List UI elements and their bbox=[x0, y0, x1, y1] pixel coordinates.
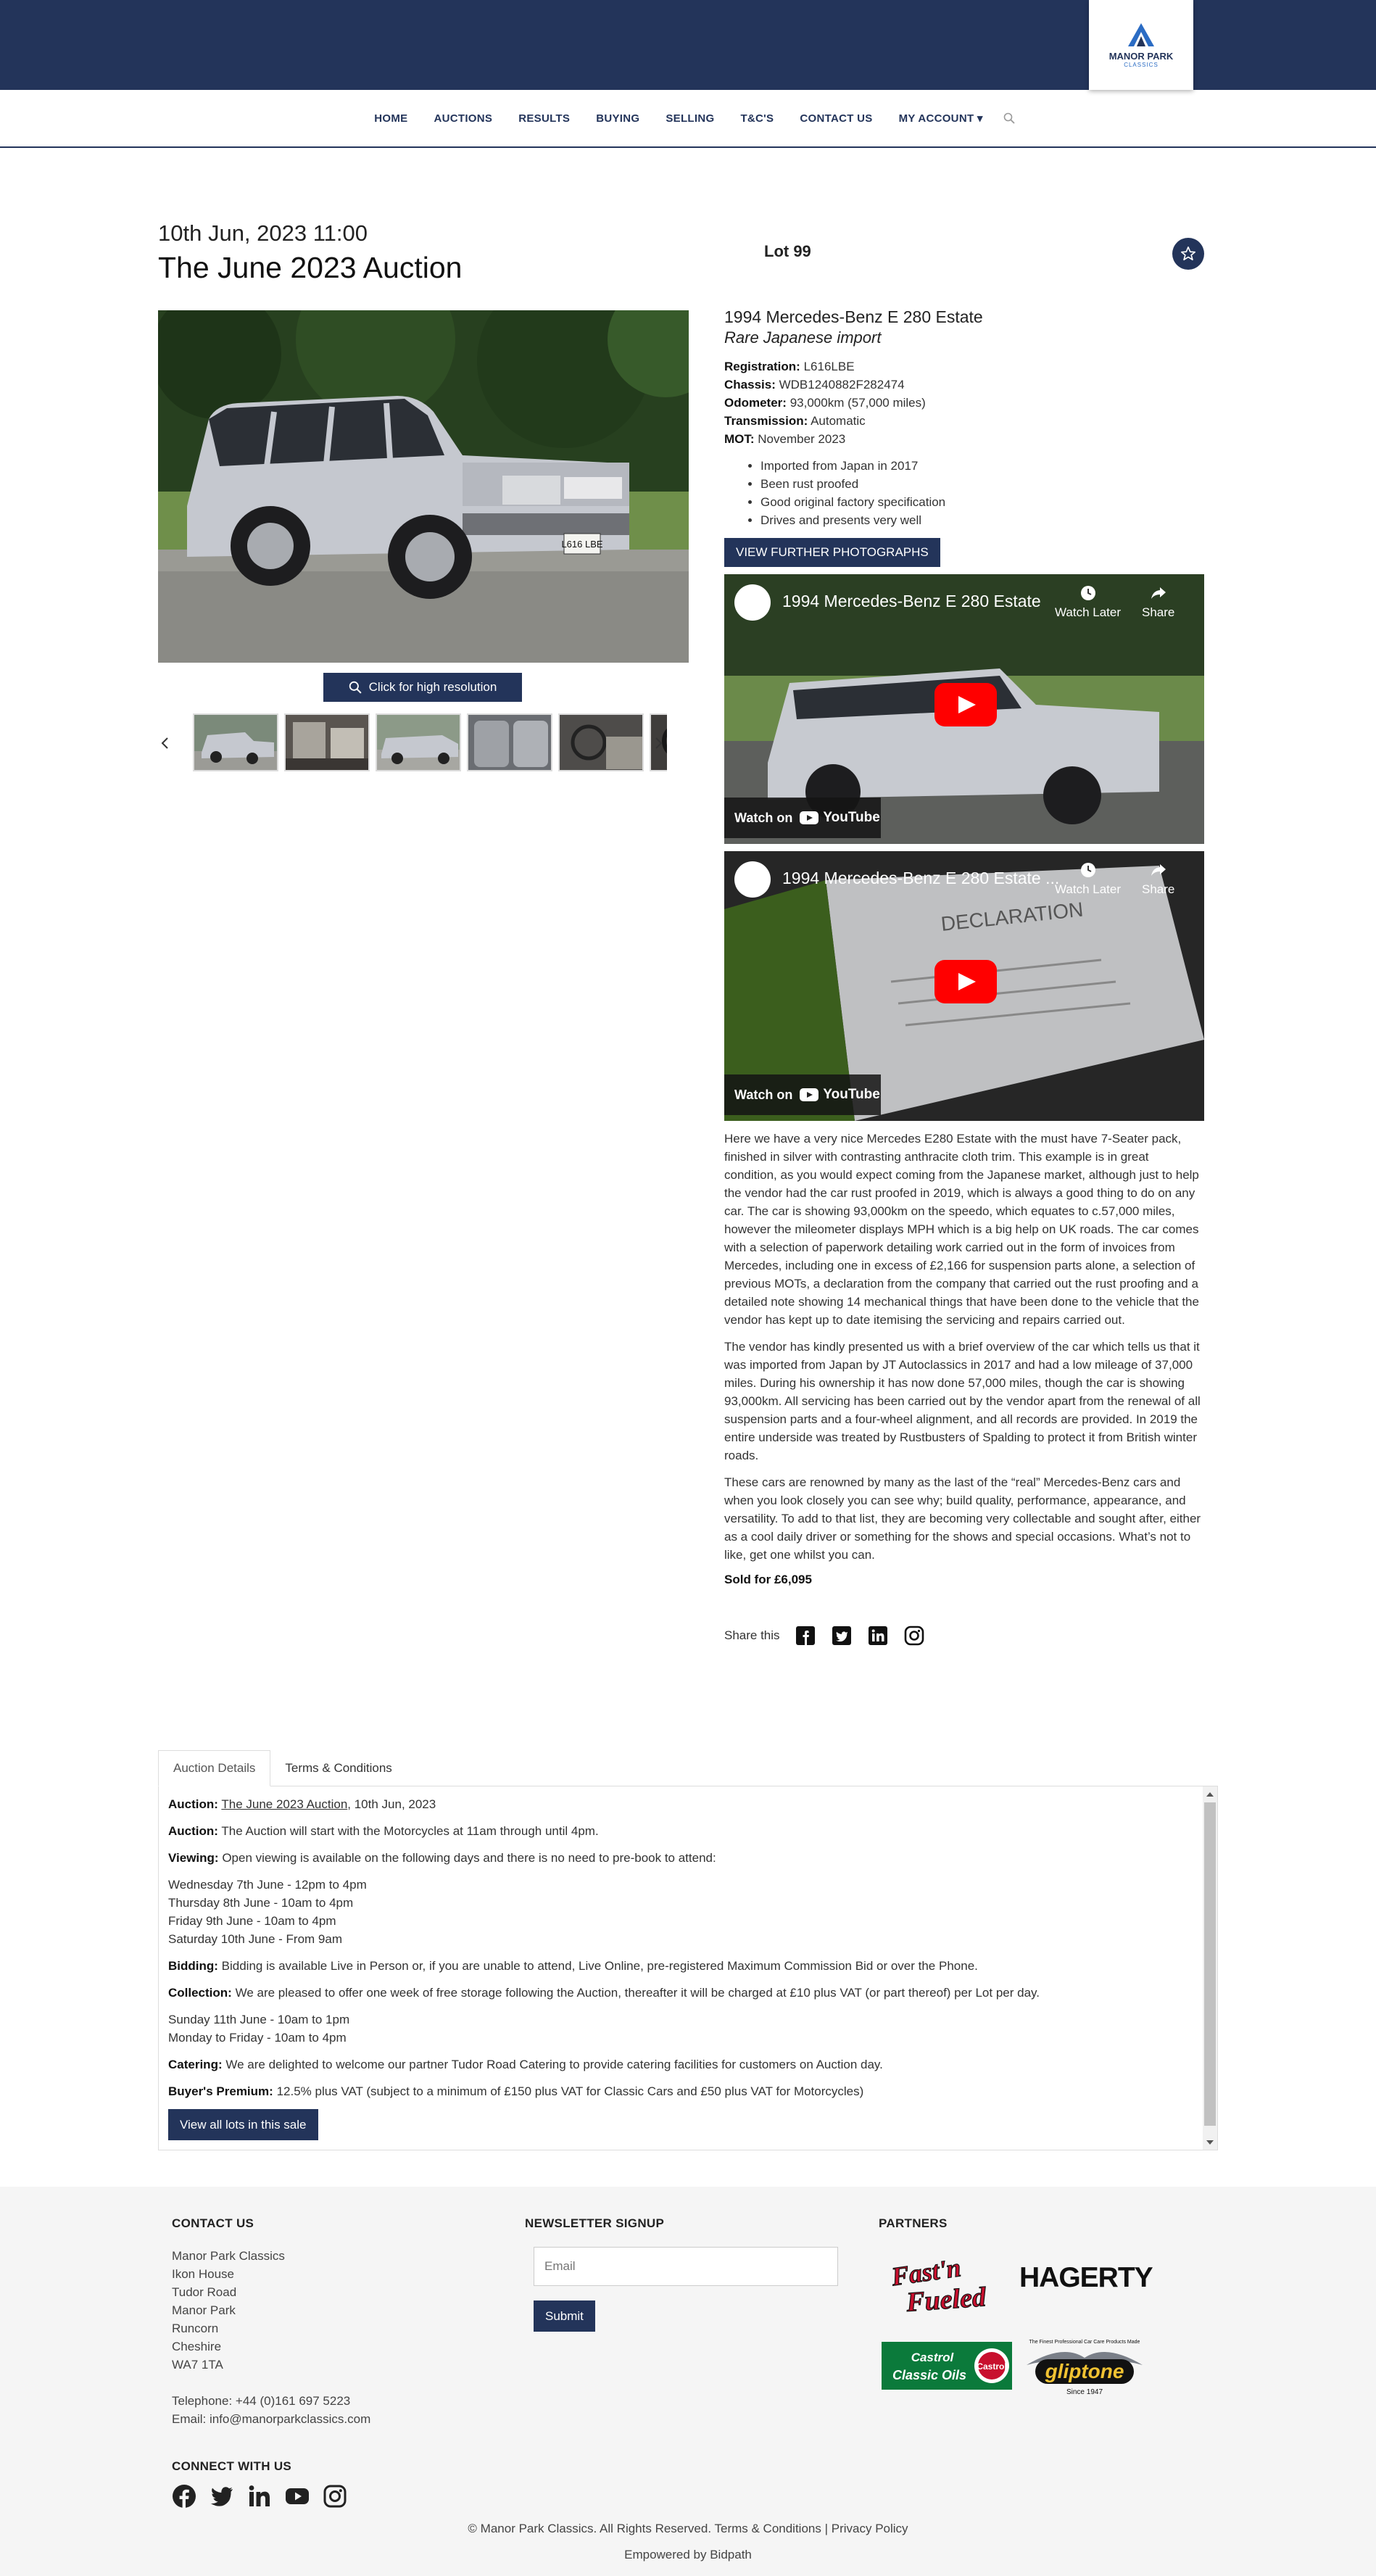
auction-details-content: Auction: The June 2023 Auction, 10th Jun, 2023 Auction: The Auction will start with the Motorcycles at 11am through until 4pm. Viewing: Open viewing is available on the following days and there is no need to pre-book to attend: Wednesday 7th June - 12pm to 4pm Thursday 8th June - 10am to 4pm Friday 9th June - 10am to 4pm Saturday 10th June - From 9am Bidding: Bidding is available Live in Person or, if you are unable to attend, Live Online, pre-registered Maximum Commission Bid or over the Phone. Collection: We are pleased to offer one week of free storage following the Auction, thereafter it will be charged at £10 plus VAT (or part thereof) per Lot per day. Sunday 11th June - 10am to 1pm Monday to Friday - 10am to 4pm Catering: We are delighted to welcome our partner Tudor Road Catering to provide catering facilities for customers on Auction day. Buyer's Premium: 12.5% plus VAT (subject to a minimum of £150 plus VAT for Classic Cars and £50 plus VAT for Motorcycles) View all lots in this sale bbox=[168, 1795, 1198, 2140]
svg-text:L616 LBE: L616 LBE bbox=[561, 539, 603, 550]
contact-heading: CONTACT US bbox=[172, 2216, 254, 2230]
castrol-logo bbox=[882, 2342, 1012, 2390]
description-paragraph: The vendor has kindly presented us with a brief overview of the car which tells us that it was imported from Japan by JT Autoclassics in 2017 and had a low mileage of 37,000 miles. During his ownership it has now done 57,000 miles, though the car is showing 93,000km. All servicing has been carried out by the vendor apart from the renewal of all suspension parts and a four-wheel alignment, and all records are provided. In 2019 the entire underside was treated by Rustbusters of Spalding to protect it from British winter roads. bbox=[724, 1340, 1201, 1462]
chevron-right-icon[interactable] bbox=[651, 732, 666, 754]
instagram-icon[interactable] bbox=[323, 2484, 347, 2509]
video-player-1[interactable] bbox=[724, 574, 1204, 844]
viewing-day: Friday 9th June - 10am to 4pm bbox=[168, 1914, 336, 1928]
footer bbox=[0, 2187, 1376, 2576]
nav-results[interactable]: RESULTS bbox=[518, 112, 571, 125]
spec-transmission: Transmission: Automatic bbox=[724, 414, 866, 428]
search-icon bbox=[349, 681, 362, 694]
nav-buying[interactable]: BUYING bbox=[596, 112, 640, 125]
site-logo[interactable] bbox=[1089, 0, 1193, 90]
footer-newsletter bbox=[525, 2214, 838, 2332]
share-label: Share this bbox=[724, 1628, 780, 1642]
main-nav bbox=[0, 90, 1376, 148]
svg-text:Castrol: Castrol bbox=[911, 2351, 954, 2364]
partner-fast-n-fueled[interactable] bbox=[889, 2248, 1005, 2324]
newsletter-submit-button[interactable]: Submit bbox=[534, 2300, 595, 2332]
nav-selling[interactable]: SELLING bbox=[666, 112, 715, 125]
watch-later-button[interactable]: Watch Later bbox=[1055, 861, 1121, 897]
nav-terms[interactable]: T&C'S bbox=[740, 112, 774, 125]
linkedin-icon[interactable] bbox=[247, 2484, 272, 2509]
share-arrow-icon bbox=[1150, 584, 1167, 602]
copyright-line: © Manor Park Classics. All Rights Reserved. Terms & Conditions | Privacy Policy bbox=[468, 2522, 908, 2535]
fast-n-fueled-logo bbox=[889, 2248, 1005, 2320]
auction-date: 10th Jun, 2023 11:00 bbox=[158, 220, 368, 246]
partner-gliptone[interactable] bbox=[1019, 2336, 1150, 2401]
share-bar bbox=[724, 1625, 1204, 1647]
panel-scrollbar[interactable] bbox=[1203, 1786, 1217, 2150]
car-name: 1994 Mercedes-Benz E 280 Estate bbox=[724, 307, 983, 326]
svg-text:The Finest Professional Car Ca: The Finest Professional Car Care Products Made bbox=[1029, 2340, 1140, 2345]
share-video-button[interactable]: Share bbox=[1142, 861, 1174, 897]
email[interactable]: Email: info@manorparkclassics.com bbox=[172, 2412, 371, 2426]
nav-home[interactable]: HOME bbox=[374, 112, 408, 125]
copyright-text: © Manor Park Classics. All Rights Reserved. bbox=[468, 2522, 712, 2535]
address-line: Runcorn bbox=[172, 2322, 219, 2335]
high-resolution-button[interactable] bbox=[323, 673, 522, 702]
thumbnail-2[interactable] bbox=[284, 713, 370, 771]
spec-chassis: Chassis: WDB1240882F282474 bbox=[724, 378, 905, 392]
footer-terms-link[interactable]: Terms & Conditions bbox=[714, 2522, 821, 2535]
play-button[interactable] bbox=[934, 683, 997, 726]
highlight-item: • Imported from Japan in 2017 bbox=[760, 457, 1204, 475]
car-subtitle: Rare Japanese import bbox=[724, 328, 882, 347]
partner-castrol[interactable] bbox=[882, 2342, 1012, 2393]
description-paragraph: These cars are renowned by many as the last of the “real” Mercedes-Benz cars and when you look closely you can see why; build quality, performance, appearance, and versatility. To add to that list, they are becoming very collectable and sought after, either as a cool daily driver or something for the shows and special occasions. What’s not to like, get one whilst you can. bbox=[724, 1475, 1201, 1562]
logo-icon bbox=[1127, 22, 1156, 48]
twitter-icon[interactable] bbox=[210, 2484, 234, 2509]
tab-auction-details[interactable]: Auction Details bbox=[158, 1750, 270, 1786]
thumbnail-row bbox=[180, 712, 667, 774]
address-line: Ikon House bbox=[172, 2267, 234, 2281]
auction-details-panel bbox=[158, 1786, 1218, 2150]
highlight-item: • Good original factory specification bbox=[760, 493, 1204, 511]
linkedin-icon[interactable] bbox=[867, 1625, 889, 1647]
address-line: Manor Park bbox=[172, 2303, 236, 2317]
collection-day: Monday to Friday - 10am to 4pm bbox=[168, 2031, 347, 2045]
highlights-list bbox=[760, 457, 1204, 529]
thumbnail-3[interactable] bbox=[376, 713, 461, 771]
svg-text:Fueled: Fueled bbox=[905, 2282, 987, 2318]
auction-title: The June 2023 Auction bbox=[158, 251, 463, 284]
view-further-photographs-button[interactable]: VIEW FURTHER PHOTOGRAPHS bbox=[724, 538, 940, 567]
scroll-thumb[interactable] bbox=[1204, 1802, 1216, 2126]
channel-avatar[interactable] bbox=[734, 584, 771, 621]
thumbnail-carousel bbox=[158, 712, 689, 774]
address-line: Tudor Road bbox=[172, 2285, 237, 2299]
logo-name: MANOR PARK bbox=[1108, 51, 1174, 62]
telephone[interactable]: Telephone: +44 (0)161 697 5223 bbox=[172, 2394, 351, 2408]
lot-description bbox=[724, 1130, 1204, 1564]
address-line: Manor Park Classics bbox=[172, 2249, 285, 2263]
high-resolution-label: Click for high resolution bbox=[368, 680, 497, 694]
newsletter-heading: NEWSLETTER SIGNUP bbox=[525, 2216, 665, 2230]
lot-number: Lot 99 bbox=[764, 242, 811, 260]
youtube-icon: YouTube bbox=[800, 810, 879, 826]
auction-tabs bbox=[158, 1750, 1218, 1786]
svg-text:Fast'n: Fast'n bbox=[890, 2253, 963, 2292]
thumbnail-1[interactable] bbox=[193, 713, 278, 771]
play-button[interactable] bbox=[934, 960, 997, 1003]
viewing-day: Wednesday 7th June - 12pm to 4pm bbox=[168, 1878, 367, 1892]
search-icon[interactable] bbox=[1003, 112, 1015, 124]
chevron-left-icon[interactable] bbox=[158, 732, 173, 754]
watch-on-youtube-button[interactable]: Watch on YouTube bbox=[724, 798, 881, 838]
nav-contact[interactable]: CONTACT US bbox=[800, 112, 873, 125]
facebook-icon[interactable] bbox=[172, 2484, 196, 2509]
connect-heading: CONNECT WITH US bbox=[172, 2459, 292, 2473]
thumbnail-5[interactable] bbox=[558, 713, 644, 771]
watch-later-button[interactable]: Watch Later bbox=[1055, 584, 1121, 620]
svg-text:Castrol: Castrol bbox=[977, 2361, 1007, 2372]
video-title[interactable]: 1994 Mercedes-Benz E 280 Estate bbox=[782, 592, 1041, 610]
spec-list bbox=[724, 357, 1204, 448]
channel-avatar[interactable] bbox=[734, 861, 771, 898]
svg-text:Since 1947: Since 1947 bbox=[1066, 2388, 1103, 2396]
lot-details bbox=[724, 307, 1204, 1647]
footer-partners bbox=[879, 2214, 1212, 2247]
partners-heading: PARTNERS bbox=[879, 2216, 948, 2230]
address-line: WA7 1TA bbox=[172, 2358, 223, 2372]
highlight-item: • Drives and presents very well bbox=[760, 511, 1204, 529]
top-bar bbox=[0, 0, 1376, 90]
gliptone-logo bbox=[1019, 2336, 1150, 2397]
star-icon bbox=[1180, 246, 1196, 262]
watchlist-button[interactable] bbox=[1172, 238, 1204, 270]
logo-sub: CLASSICS bbox=[1124, 62, 1159, 68]
spec-registration: Registration: L616LBE bbox=[724, 360, 855, 373]
scroll-down-icon[interactable] bbox=[1206, 2140, 1214, 2145]
instagram-icon[interactable] bbox=[903, 1625, 925, 1647]
auction-link[interactable]: The June 2023 Auction bbox=[221, 1797, 348, 1811]
spec-mot: MOT: November 2023 bbox=[724, 432, 846, 446]
viewing-day: Thursday 8th June - 10am to 4pm bbox=[168, 1896, 354, 1910]
viewing-day: Saturday 10th June - From 9am bbox=[168, 1932, 343, 1946]
sold-price: Sold for £6,095 bbox=[724, 1573, 812, 1586]
collection-day: Sunday 11th June - 10am to 1pm bbox=[168, 2013, 350, 2026]
footer-privacy-link[interactable]: Privacy Policy bbox=[831, 2522, 908, 2535]
clock-icon bbox=[1079, 861, 1097, 879]
tab-terms-conditions[interactable]: Terms & Conditions bbox=[285, 1761, 392, 1775]
svg-text:DECLARATION: DECLARATION bbox=[940, 898, 1085, 935]
watch-on-youtube-button[interactable]: Watch on YouTube bbox=[724, 1074, 881, 1115]
video-player-2[interactable] bbox=[724, 851, 1204, 1121]
spec-odometer: Odometer: 93,000km (57,000 miles) bbox=[724, 396, 926, 410]
address-line: Cheshire bbox=[172, 2340, 222, 2353]
view-all-lots-button[interactable]: View all lots in this sale bbox=[168, 2109, 318, 2140]
clock-icon bbox=[1079, 584, 1097, 602]
car-photo-image bbox=[158, 310, 689, 663]
powered-by[interactable]: Empowered by Bidpath bbox=[624, 2548, 752, 2561]
youtube-icon: YouTube bbox=[800, 1087, 879, 1103]
nav-auctions[interactable]: AUCTIONS bbox=[434, 112, 493, 125]
main-car-photo[interactable] bbox=[158, 310, 689, 663]
thumbnail-4[interactable] bbox=[467, 713, 552, 771]
share-arrow-icon bbox=[1150, 861, 1167, 879]
newsletter-email-input[interactable] bbox=[534, 2247, 838, 2286]
social-links bbox=[172, 2484, 370, 2509]
share-video-button[interactable]: Share bbox=[1142, 584, 1174, 620]
svg-text:Classic Oils: Classic Oils bbox=[892, 2368, 967, 2382]
footer-contact bbox=[172, 2214, 370, 2509]
video-title[interactable]: 1994 Mercedes-Benz E 280 Estate ... bbox=[782, 869, 1060, 887]
facebook-icon[interactable] bbox=[795, 1625, 816, 1647]
youtube-icon[interactable] bbox=[285, 2484, 310, 2509]
twitter-icon[interactable] bbox=[831, 1625, 853, 1647]
svg-text:gliptone: gliptone bbox=[1045, 2360, 1124, 2382]
partner-hagerty[interactable]: HAGERTY bbox=[1019, 2262, 1153, 2293]
highlight-item: • Been rust proofed bbox=[760, 475, 1204, 493]
nav-my-account[interactable]: MY ACCOUNT ▾ bbox=[898, 112, 983, 125]
description-paragraph: Here we have a very nice Mercedes E280 Estate with the must have 7-Seater pack, finished in silver with contrasting anthracite cloth trim. This example is in great condition, as you would expect coming from the Japanese market, although just to help the vendor had the car rust proofed in 2019, which is always a good thing to do on any car. The car is showing 93,000km on the speedo, which equates to c.57,000 miles, however the mileometer displays MPH which is a big help on UK roads. The car comes with a selection of paperwork detailing work carried out in the form of invoices from Mercedes, including one in excess of £2,166 for suspension parts alone, a selection of previous MOTs, a declaration from the company that carried out the rust proofing and a detailed note showing 14 mechanical things that have been done to the vehicle that the vendor has kept up to date itemising the servicing and repairs carried out. bbox=[724, 1132, 1199, 1327]
scroll-up-icon[interactable] bbox=[1206, 1792, 1214, 1797]
